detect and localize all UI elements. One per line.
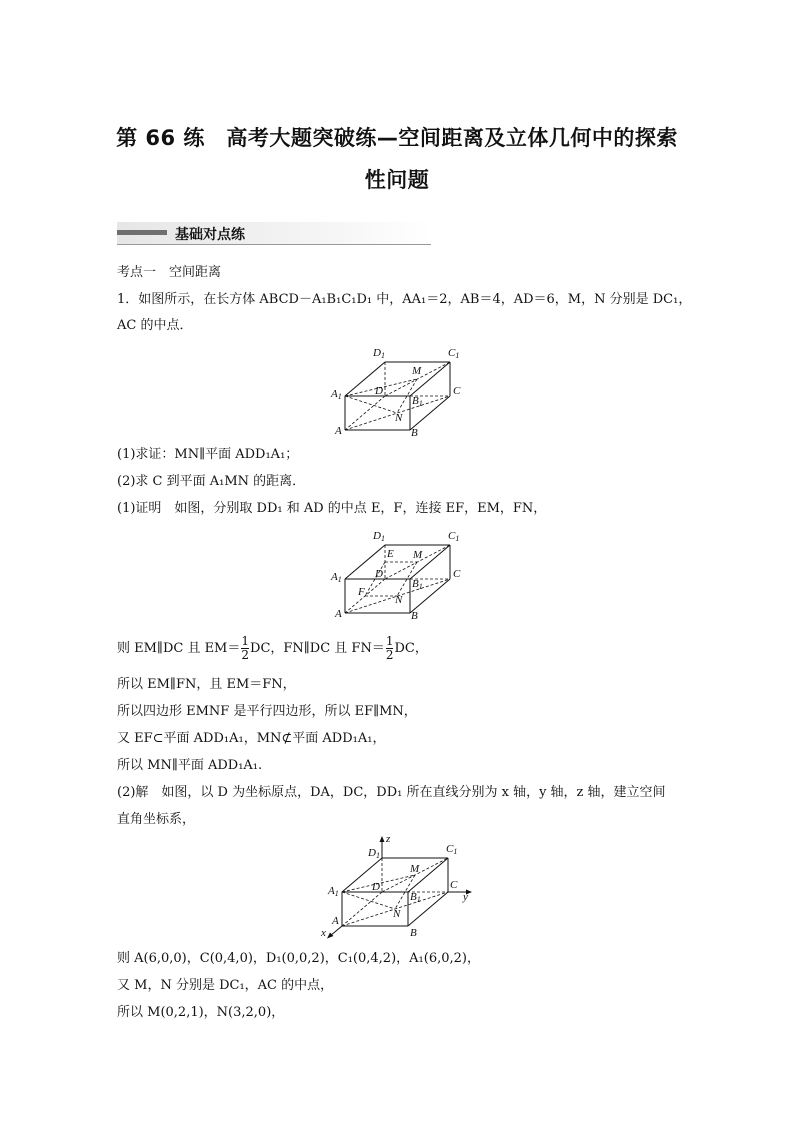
fig3-label-z: z [386,833,391,845]
problem-line-1: 1．如图所示，在长方体 ABCD－A₁B₁C₁D₁ 中，AA₁＝2，AB＝4，AD＝6，M，N 分别是 DC₁， [117,292,692,307]
section-header-label: 基础对点练 [175,227,245,243]
problem-line-2: AC 的中点． [117,318,193,333]
fraction-half-1 [241,635,249,662]
fig1-label-A: A [335,425,342,437]
figure-1-box [325,342,475,440]
solution-line-5: 所以 M(0,2,1)，N(3,2,0)， [117,1005,285,1020]
solution-line-2: 直角坐标系， [117,812,196,827]
fig1-label-M: M [412,365,422,377]
fig3-label-A: A [332,915,339,927]
fig2-label-E: E [387,548,394,560]
fig3-label-N: N [393,908,401,920]
proof-line-5: 所以 MN∥平面 ADD₁A₁. [117,758,263,773]
title-line-1: 第 66 练 高考大题突破练—空间距离及立体几何中的探索 [116,126,678,150]
fig2-label-C: C [453,568,461,580]
proof-eq-part-2: DC，FN∥DC 且 FN＝ [250,641,385,656]
fig1-label-N: N [395,412,403,424]
solution-line-4: 又 M，N 分别是 DC₁，AC 的中点， [117,978,334,993]
fig3-label-B1: B1 [410,891,421,904]
fig3-label-A1: A1 [328,885,339,898]
section-bar [117,230,167,235]
fig3-label-y: y [463,891,468,903]
fig2-label-M: M [413,549,423,561]
fig3-label-M: M [410,863,420,875]
kaodian-heading: 考点一 空间距离 [117,265,222,280]
fraction-denominator: 2 [241,648,250,662]
fig3-label-D: D [372,881,380,893]
proof-intro: (1)证明 如图，分别取 DD₁ 和 AD 的中点 E，F，连接 EF，EM，FN， [117,501,547,516]
fig1-label-C1: C1 [448,347,460,360]
fig2-label-D1: D1 [373,530,385,543]
proof-eq-part-3: DC， [394,641,428,656]
section-header [117,222,431,244]
fraction-numerator: 1 [241,634,250,648]
fig1-label-C: C [453,385,461,397]
fig2-label-C1: C1 [448,530,460,543]
fig2-label-B: B [411,610,418,622]
solution-line-1: (2)解 如图，以 D 为坐标原点，DA，DC，DD₁ 所在直线分别为 x 轴，y 轴，z 轴，建立空间 [117,785,666,800]
section-divider [117,244,431,245]
fraction-denominator: 2 [385,648,394,662]
fig1-label-A1: A1 [331,388,342,401]
z-axis-arrow-icon [380,836,385,842]
fig1-label-D: D [375,385,383,397]
question-2: (2)求 C 到平面 A₁MN 的距离． [117,474,306,489]
solution-line-3: 则 A(6,0,0)，C(0,4,0)，D₁(0,0,2)，C₁(0,4,2)，A₁(6,0,2)， [117,951,480,966]
figure-2-box [325,525,475,623]
fig1-label-B1: B1 [412,395,423,408]
proof-line-2: 所以 EM∥FN，且 EM＝FN， [117,677,296,692]
figure-3-coordinate-box [318,832,478,942]
proof-eq-part-1: 则 EM∥DC 且 EM＝ [117,641,241,656]
fig3-label-B: B [410,927,417,939]
fraction-half-2 [386,635,394,662]
fig3-label-C: C [450,879,458,891]
fig2-label-B1: B1 [412,578,423,591]
proof-line-4: 又 EF⊂平面 ADD₁A₁，MN⊄平面 ADD₁A₁， [117,731,386,746]
title-line-2: 性问题 [364,168,430,192]
fig3-label-x: x [321,927,326,939]
fig3-label-D1: D1 [368,847,380,860]
question-1: (1)求证：MN∥平面 ADD₁A₁； [117,447,299,462]
proof-equation [117,634,428,664]
fig1-label-B: B [411,427,418,439]
fig2-label-A: A [335,608,342,620]
fraction-numerator: 1 [385,634,394,648]
fig2-label-A1: A1 [331,571,342,584]
fig2-label-D: D [375,568,383,580]
fig1-label-D1: D1 [373,347,385,360]
fig3-label-C1: C1 [446,843,458,856]
fig2-label-F: F [358,586,365,598]
proof-line-3: 所以四边形 EMNF 是平行四边形，所以 EF∥MN， [117,704,417,719]
fig2-label-N: N [395,594,403,606]
